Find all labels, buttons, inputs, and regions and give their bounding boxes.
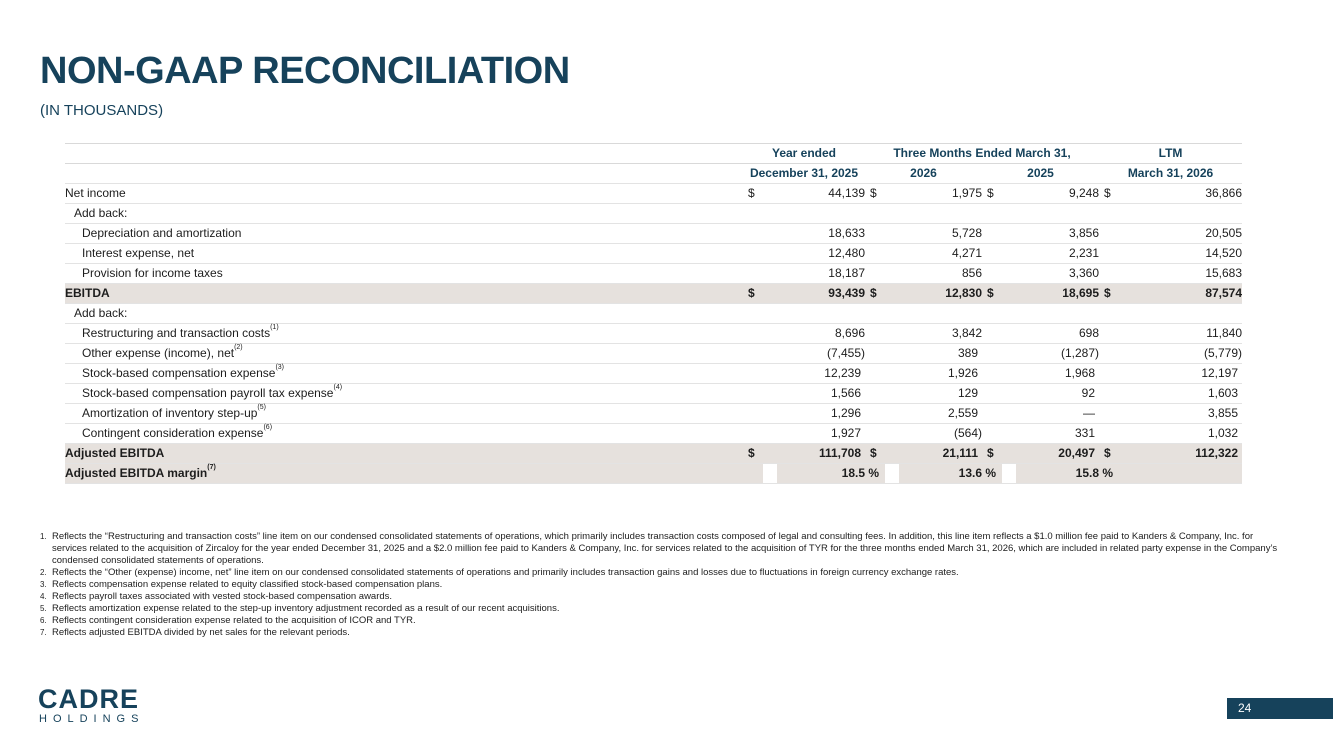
row-label: Provision for income taxes [65, 264, 743, 284]
footnote-item: 4. Reflects payroll taxes associated with vested stock-based compensation awards. [40, 591, 393, 602]
table-row [65, 364, 1242, 384]
cell-value: 12,197 [1119, 364, 1242, 384]
cell-value: 12,480 [763, 244, 865, 264]
cell-value: 112,322 [1119, 444, 1242, 464]
cell-value: 1,927 [763, 424, 865, 444]
table-row [65, 184, 1242, 204]
cell-value: 12,239 [763, 364, 865, 384]
cell-value: 21,111 [885, 444, 982, 464]
logo-subtitle: HOLDINGS [39, 713, 145, 725]
cell-value: (5,779) [1119, 344, 1242, 364]
table-row [65, 384, 1242, 404]
page-subtitle: (IN THOUSANDS) [40, 102, 164, 119]
table-row [65, 244, 1242, 264]
logo-wordmark: CADRE [38, 684, 140, 714]
cell-value: 1,566 [763, 384, 865, 404]
cell-value: 20,497 [1002, 444, 1099, 464]
cell-value: 698 [1002, 324, 1099, 344]
footnotes [40, 531, 1280, 639]
row-label: Contingent consideration expense$^{(6)}$ [65, 424, 743, 444]
cell-value: 18,695 [1002, 284, 1099, 304]
cell-value: 389 [885, 344, 982, 364]
cell-value: (7,455) [763, 344, 865, 364]
currency-sign: $ [865, 184, 885, 204]
table-row [65, 204, 1242, 224]
cell-value: 44,139 [763, 184, 865, 204]
cell-value: 3,855 [1119, 404, 1242, 424]
header-col-1: December 31, 2025 [743, 164, 865, 184]
cell-value: 1,296 [763, 404, 865, 424]
row-label: Other expense (income), net$^{(2)}$ [65, 344, 743, 364]
cell-value: 2,559 [885, 404, 982, 424]
table-row [65, 404, 1242, 424]
table-row-ebitda [65, 284, 1242, 304]
header-label-cell [65, 164, 743, 184]
currency-sign: $ [1099, 184, 1119, 204]
footnote-ref: (7) [207, 464, 216, 471]
header-row-groups [65, 144, 1242, 164]
currency-sign: $ [982, 444, 1002, 464]
cell-value: 13.6 % [899, 464, 996, 484]
cell-value: 12,830 [885, 284, 982, 304]
footnote-ref: (4) [333, 384, 343, 391]
row-label: Restructuring and transaction costs$^{(1)}$ [65, 324, 743, 344]
header-label-cell [65, 144, 743, 164]
cell-value: 3,856 [1002, 224, 1099, 244]
cell-value: 5,728 [885, 224, 982, 244]
footnote-ref: (6) [263, 424, 273, 431]
footnote-ref: (1) [270, 324, 279, 331]
table-row-adjusted-ebitda [65, 444, 1242, 464]
cell-value: 1,032 [1119, 424, 1242, 444]
row-label: Amortization of inventory step-$up^{(5)}$ [65, 404, 743, 424]
footnote-item: 3. Reflects compensation expense related to equity classified stock-based compensation plans. [40, 579, 443, 590]
row-label: Stock-based compensation payroll tax expense$^{(4)}$ [65, 384, 743, 404]
header-col-2: 2026 [865, 164, 982, 184]
currency-sign: $ [743, 444, 763, 464]
page-number: 24 [1238, 701, 1252, 715]
row-label: Add back: [65, 304, 743, 324]
cell-value: 1,603 [1119, 384, 1242, 404]
cell-value: 92 [1002, 384, 1099, 404]
cell-value: 11,840 [1119, 324, 1242, 344]
cell-value: 3,842 [885, 324, 982, 344]
table-row [65, 344, 1242, 364]
cell-value: 331 [1002, 424, 1099, 444]
cell-value: (1,287) [1002, 344, 1099, 364]
cell-value: 129 [885, 384, 982, 404]
cell-value: 111,708 [763, 444, 865, 464]
table-row [65, 224, 1242, 244]
cell-value: 8,696 [763, 324, 865, 344]
footnote-item: 1. Reflects the “Restructuring and transaction costs” line item on our condensed consolidated statements of operations, which primarily includes transaction costs composed of legal and consulting fees. In addition, this line item reflects a $1.0 million fee paid to Kanders & Company, Inc. for services related to the acquisition of Zircaloy for the year ended December 31, 2025 and a $2.0 million fee paid to Kanders & Company, Inc. for services related to the acquisition of TYR for the three months ended March 31, 2026, which are included in related party expense in the Company’s condensed consolidated statements of operations. [40, 531, 1278, 566]
cell-value: 18,633 [763, 224, 865, 244]
cell-value: 36,866 [1119, 184, 1242, 204]
row-label: Stock-based compensation expense$^{(3)}$ [65, 364, 743, 384]
cell-value: 93,439 [763, 284, 865, 304]
row-label: Net income [65, 184, 743, 204]
footnote-item: 7. Reflects adjusted EBITDA divided by net sales for the relevant periods. [40, 627, 350, 638]
cell-value: 1,926 [885, 364, 982, 384]
cell-value: 2,231 [1002, 244, 1099, 264]
table-row [65, 304, 1242, 324]
row-label: EBITDA [65, 284, 743, 304]
cell-value: 9,248 [1002, 184, 1099, 204]
reconciliation-table [65, 143, 1242, 484]
cell-value: 1,968 [1002, 364, 1099, 384]
header-year-ended: Year ended [743, 144, 865, 164]
row-label: Adjusted EBITDA [65, 444, 743, 464]
row-label: Add back: [65, 204, 743, 224]
cell-value: (564) [885, 424, 982, 444]
row-label: Interest expense, net [65, 244, 743, 264]
currency-sign: $ [865, 444, 885, 464]
cell-value: 3,360 [1002, 264, 1099, 284]
cell-value: 15,683 [1119, 264, 1242, 284]
header-col-3: 2025 [982, 164, 1099, 184]
footnote-ref: (5) [257, 404, 266, 411]
cell-value: 4,271 [885, 244, 982, 264]
currency-sign: $ [1099, 444, 1119, 464]
header-three-months: Three Months Ended March 31, [865, 144, 1099, 164]
footnote-item: 2. Reflects the “Other (expense) income, net” line item on our condensed consolidated statements of operations and primarily includes transaction gains and losses due to fluctuations in foreign currency exchange rates. [40, 567, 959, 578]
page-title: NON-GAAP RECONCILIATION [40, 50, 570, 92]
header-col-4: March 31, 2026 [1099, 164, 1242, 184]
header-ltm: LTM [1099, 144, 1242, 164]
cell-value: 856 [885, 264, 982, 284]
company-logo [38, 686, 144, 725]
header-row-periods [65, 164, 1242, 184]
reconciliation-table-container [65, 143, 1242, 484]
currency-sign: $ [982, 184, 1002, 204]
cell-value: 1,975 [885, 184, 982, 204]
footnote-item: 6. Reflects contingent consideration expense related to the acquisition of ICOR and TYR. [40, 615, 416, 626]
cell-value: 18,187 [763, 264, 865, 284]
currency-sign: $ [865, 284, 885, 304]
table-row [65, 264, 1242, 284]
row-label: Depreciation and amortization [65, 224, 743, 244]
table-row [65, 324, 1242, 344]
table-row [65, 424, 1242, 444]
cell-value: 20,505 [1119, 224, 1242, 244]
cell-value: 15.8 % [1016, 464, 1113, 484]
cell-value: 18.5 % [777, 464, 879, 484]
cell-value: — [1002, 404, 1099, 424]
cell-value: 87,574 [1119, 284, 1242, 304]
currency-sign: $ [743, 284, 763, 304]
currency-sign: $ [1099, 284, 1119, 304]
row-label: Adjusted EBITDA margin$^{(7)}$ [65, 464, 743, 484]
footnote-ref: (2) [234, 344, 243, 351]
currency-sign: $ [743, 184, 763, 204]
footnote-ref: (3) [275, 364, 285, 371]
table-row-adjusted-ebitda-margin [65, 464, 1242, 484]
page-number-bar [1227, 698, 1333, 719]
cell-value: 14,520 [1119, 244, 1242, 264]
currency-sign: $ [982, 284, 1002, 304]
footnote-item: 5. Reflects amortization expense related to the step-up inventory adjustment recorded as a result of our recent acquisitions. [40, 603, 560, 614]
